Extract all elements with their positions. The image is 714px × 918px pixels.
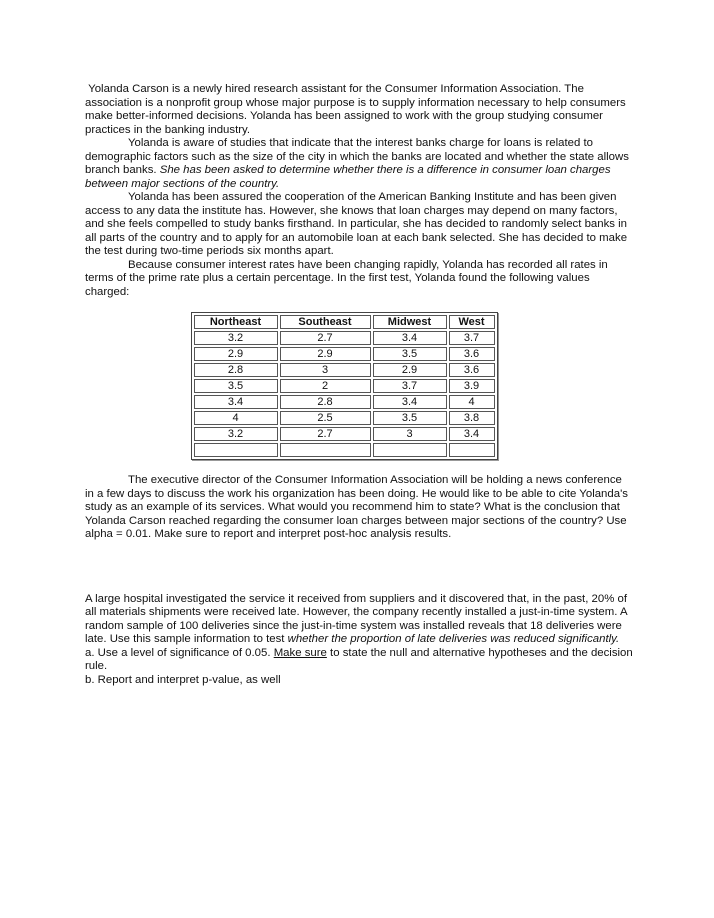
table-cell [194,443,278,457]
table-cell: 2.8 [194,363,278,377]
table-row-empty [194,443,495,457]
table-cell: 2.9 [373,363,447,377]
table-cell: 3.5 [373,347,447,361]
table-row [194,363,495,377]
table-cell: 2.5 [280,411,371,425]
table-cell: 2.9 [280,347,371,361]
table-row [194,379,495,393]
section-gap [85,542,633,593]
table-cell: 3.4 [194,395,278,409]
table-cell: 3.9 [449,379,495,393]
paragraph-hospital-text: A large hospital investigated the service it received from suppliers and it discovered that, in the past, 20% of all materials shipments were received late. However, the company recently installed a just-in-time system. A random sample of 100 deliveries since the just-in-time system was installed reveals that 18 deliveries were late. Use this sample information to test [85,592,627,645]
question-b: b. Report and interpret p-value, as well [85,673,281,686]
table-cell: 3.4 [373,331,447,345]
paragraph-hospital [85,593,633,647]
paragraph-news-conference: The executive director of the Consumer Information Association will be holding a news conference in a few days to discuss the work his organization has been doing. He would like to be able to cite Yolanda's study as an example of its services. What would you recommend him to state? What is the conclusion that Yolanda Carson reached regarding the consumer loan charges between major sections of the country? Use alpha = 0.01. Make sure to report and interpret post-hoc analysis results. [85,474,628,540]
table-cell [449,443,495,457]
question-a-suffix: to state the null and alternative hypotheses and the decision rule. [85,646,633,672]
table-row [194,331,495,345]
table-cell: 2.8 [280,395,371,409]
table-header-cell: Southeast [280,315,371,329]
table-cell [280,443,371,457]
table-cell: 3.7 [449,331,495,345]
table-cell: 3.6 [449,347,495,361]
paragraph-rates: Because consumer interest rates have been changing rapidly, Yolanda has recorded all rates in terms of the prime rate plus a certain percentage. In the first test, Yolanda found the following values charged: [85,258,608,298]
table-cell: 3.7 [373,379,447,393]
question-a-underlined: Make sure [273,646,327,659]
table-cell [373,443,447,457]
table-header-cell: Midwest [373,315,447,329]
table-cell: 2 [280,379,371,393]
paragraph-cooperation: Yolanda has been assured the cooperation of the American Banking Institute and has been given access to any data the institute has. However, she knows that loan charges may depend on many factors, and she feels compelled to study banks firsthand. In particular, she has decided to randomly select banks in all parts of the country and to apply for an automobile loan at each bank selected. She has decided to make the test during two-time periods six months apart. [85,191,628,257]
table-cell: 3.5 [373,411,447,425]
paragraph-aware-text: Yolanda is aware of studies that indicate that the interest banks charge for loans is related to demographic factors such as the size of the city in which the banks are located and whether the state allows branch banks. [85,137,629,176]
table-row [194,395,495,409]
table-cell: 3.2 [194,331,278,345]
table-header-cell: West [449,315,495,329]
table-cell: 3.5 [194,379,278,393]
paragraph-intro: Yolanda Carson is a newly hired research assistant for the Consumer Information Association. The association is a nonprofit group whose major purpose is to supply information necessary to help consumers make better-informed decisions. Yolanda has been assigned to work with the group studying consumer practices in the banking industry. [85,83,629,136]
table-header-cell: Northeast [194,315,278,329]
table-wrapper [85,312,633,460]
table-header-row [194,315,495,329]
table-cell: 3 [373,427,447,441]
table-cell: 4 [194,411,278,425]
table-row [194,427,495,441]
table-cell: 2.7 [280,427,371,441]
table-cell: 4 [449,395,495,409]
table-cell: 2.9 [194,347,278,361]
table-cell: 3 [280,363,371,377]
table-cell: 3.4 [449,427,495,441]
table-cell: 3.8 [449,411,495,425]
paragraph-aware-italic: She has been asked to determine whether there is a difference in consumer loan charges between major sections of the country. [85,164,611,190]
question-a [85,647,633,674]
paragraph-aware [85,137,633,191]
table-row [194,347,495,361]
question-a-prefix: a. Use a level of significance of 0.05. [85,646,274,659]
paragraph-hospital-italic: whether the proportion of late deliveries was reduced significantly. [287,633,620,645]
loan-rates-table [191,312,498,460]
table-cell: 3.6 [449,363,495,377]
table-cell: 2.7 [280,331,371,345]
table-cell: 3.4 [373,395,447,409]
document-page [85,83,633,687]
table-cell: 3.2 [194,427,278,441]
table-row [194,411,495,425]
